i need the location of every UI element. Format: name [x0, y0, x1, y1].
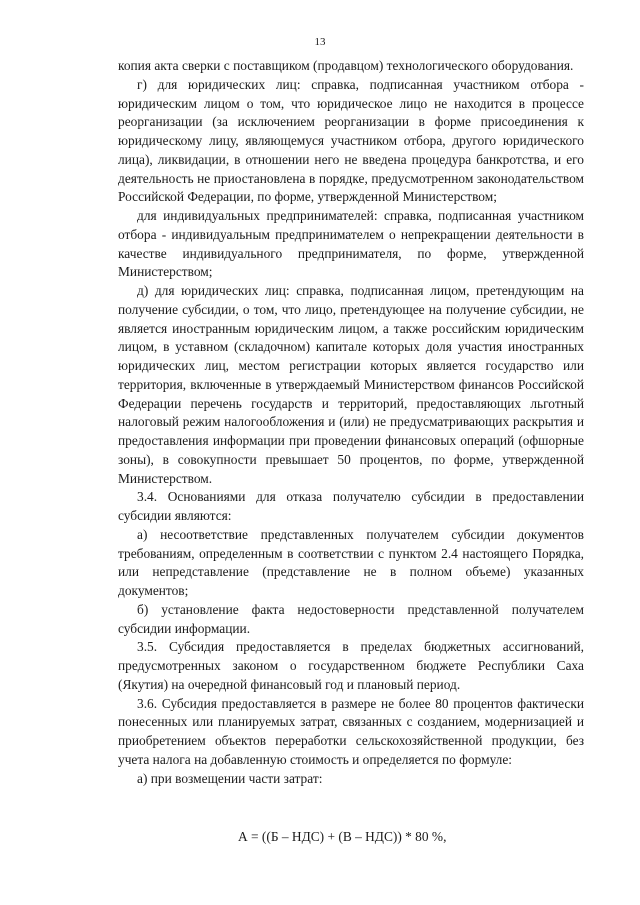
paragraph-3-4-a: а) несоответствие представленных получателем субсидии документов требованиям, определенным в соответствии с пунктом 2.4 настоящего Порядка, или непредставление (представление не в полном объеме) указанных документов; [118, 526, 584, 598]
paragraph-act-copy: копия акта сверки с поставщиком (продавцом) технологического оборудования. [118, 58, 574, 73]
subsidy-formula: А = ((Б – НДС) + (В – НДС)) * 80 %, [238, 829, 447, 844]
page-number: 13 [314, 36, 326, 48]
paragraph-3-6: 3.6. Субсидия предоставляется в размере не более 80 процентов фактически понесенных или планируемых затрат, связанных с созданием, модернизацией и приобретением объектов переработки сельскохозяйственной продукции, без учета налога на добавленную стоимость и определяется по формуле: [118, 695, 584, 767]
paragraph-3-4-b: б) установление факта недостоверности представленной получателем субсидии информации. [118, 601, 584, 636]
paragraph-individual-entrepreneurs: для индивидуальных предпринимателей: справка, подписанная участником отбора - индивидуальным предпринимателем о непрекращении деятельности в качестве индивидуального предпринимателя, по форме, утвержденной Министерством; [118, 208, 584, 280]
paragraph-3-6-a: а) при возмещении части затрат: [137, 770, 323, 786]
document-body [118, 57, 584, 788]
paragraph-d-legal-entities: д) для юридических лиц: справка, подписанная лицом, претендующим на получение субсидии, о том, что лицо, претендующее на получение субсидии, не является иностранным юридическим лицом, а также российским юридическим лицом, в уставном (складочном) капитале которых доля участия иностранных юридических лиц, местом регистрации которых является государство или территория, включенные в утверждаемый Министерством финансов Российской Федерации перечень государств и территорий, предоставляющих льготный налоговый режим налогообложения и (или) не предусматривающих раскрытия и предоставления информации при проведении финансовых операций (офшорные зоны), в совокупности превышает 50 процентов, по форме, утвержденной Министерством. [118, 283, 584, 486]
paragraph-3-5: 3.5. Субсидия предоставляется в пределах бюджетных ассигнований, предусмотренных законом о государственном бюджете Республики Саха (Якутия) на очередной финансовый год и плановый период. [118, 639, 584, 692]
paragraph-g-legal-entities: г) для юридических лиц: справка, подписанная участником отбора - юридическим лицом о том, что юридическое лицо не находится в процессе реорганизации (за исключением реорганизации в форме присоединения к юридическому лицу, являющемуся участником отбора, другого юридического лица), ликвидации, в отношении него не введена процедура банкротства, и его деятельность не приостановлена в порядке, предусмотренном законодательством Российской Федерации, по форме, утвержденной Министерством; [118, 76, 584, 205]
paragraph-3-4: 3.4. Основаниями для отказа получателю субсидии в предоставлении субсидии являются: [118, 489, 584, 523]
